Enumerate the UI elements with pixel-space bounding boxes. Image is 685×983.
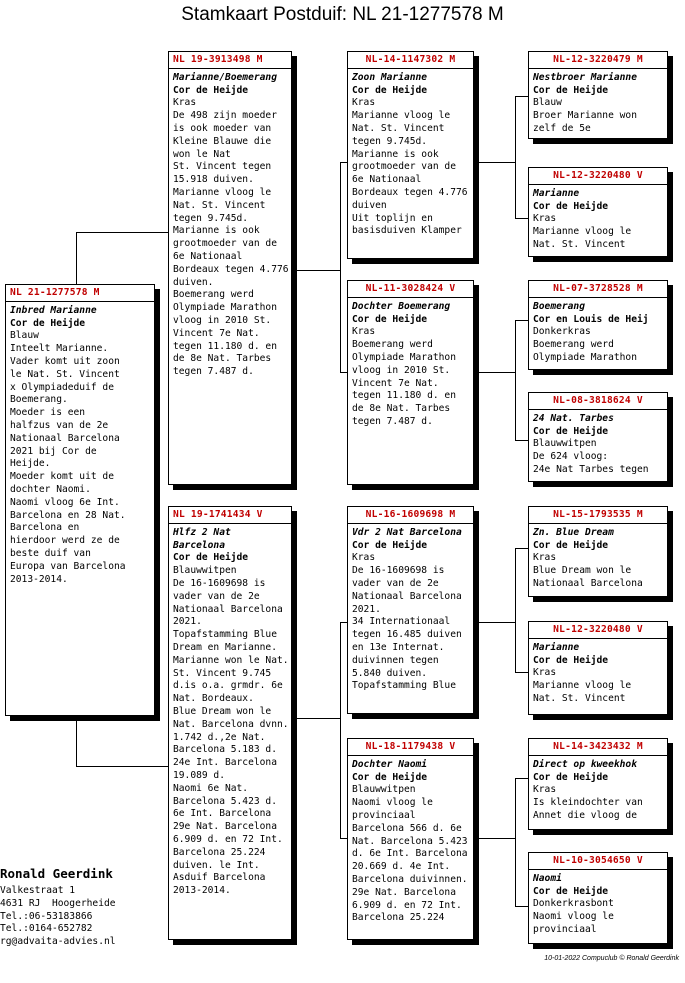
breeder: Cor de Heijde [352,84,428,96]
ring-number: NL-10-3054650 V [529,855,667,870]
note-line: Marianne won le Nat. [173,654,289,666]
note-line: Kras [533,552,557,564]
connector [515,218,528,219]
note-line: Broer Marianne won [533,110,637,122]
breeder: Cor de Heijde [173,84,249,96]
ring-number: NL 19-1741434 V [169,509,291,524]
note-line: le Nat. St. Vincent [10,368,120,380]
note-line: Boemerang. [10,394,68,406]
ring-number: NL-14-3423432 M [529,741,667,756]
note-line: beste duif van [10,547,91,559]
email-line: rg@advaita-advies.nl [0,936,116,948]
pigeon-card-great-grandparent [528,621,668,715]
note-line: Dream en Marianne. [173,641,277,653]
pigeon-card-great-grandparent [528,738,668,830]
note-line: Marianne vloog le [173,186,272,198]
note-line: St. Vincent tegen [173,161,272,173]
note-line: vader van de 2e [352,577,439,589]
notes [533,326,663,364]
note-line: Moeder komt uit de [10,471,114,483]
note-line: dochter Naomi. [10,483,91,495]
owner-name: Ronald Geerdink [0,866,113,881]
note-line: 2013-2014. [10,573,68,585]
note-line: Nat. St. Vincent [533,238,626,250]
note-line: Nationaal Barcelona [173,603,283,615]
connector [340,162,341,372]
note-line: Moeder is een [10,407,86,419]
note-line: 5.840 duiven. [352,667,428,679]
note-line: Inteelt Marianne. [10,343,109,355]
notes [533,898,663,936]
note-line: 29e Nat. Barcelona [173,821,277,833]
note-line: 19.089 d. [173,769,225,781]
note-line: 6e Nationaal [173,250,243,262]
note-line: x Olympiadeduif de [10,381,114,393]
note-line: provinciaal [533,923,597,935]
note-line: provinciaal [352,809,416,821]
note-line: Marianne is ook [173,225,260,237]
note-line: Donkerkrasbont [533,898,614,910]
pigeon-card-great-grandparent [528,852,668,944]
note-line: Vincent 7e Nat. [173,327,260,339]
pigeon-name: Nestbroer Marianne [533,71,637,83]
pigeon-card-grandparent [347,51,474,259]
note-line: Kras [533,784,557,796]
connector [515,548,528,549]
ring-number: NL 21-1277578 M [6,287,154,302]
note-line: Barcelona 5.183 d. [173,744,277,756]
notes [352,784,469,925]
note-line: grootmoeder van de [352,161,456,173]
note-line: Barcelona en [10,522,80,534]
breeder: Cor de Heijde [533,200,609,212]
note-line: zelf de 5e [533,122,591,134]
breeder: Cor de Heijde [533,885,609,897]
breeder: Cor de Heijde [533,539,609,551]
note-line: grootmoeder van de [173,238,277,250]
notes [533,213,663,251]
note-line: Boemerang werd [352,339,433,351]
pigeon-name: Direct op kweekhok [533,758,637,770]
connector [515,320,528,321]
note-line: Blauw [533,97,562,109]
note-line: Barcelona 5.423 d. [173,795,277,807]
pigeon-name: Dochter Boemerang [352,300,451,312]
note-line: Nationaal Barcelona [533,577,643,589]
pigeon-name: Boemerang [533,300,585,312]
note-line: Blauwwitpen [533,438,597,450]
note-line: Vincent 7e Nat. [352,377,439,389]
footer-stamp: 10-01-2022 Compuclub © Ronald Geerdink [544,955,679,962]
connector [475,162,515,163]
ring-number: NL-07-3728528 M [529,283,667,298]
note-line: 2021. [352,603,381,615]
note-line: Barcelona 25.224 [173,846,266,858]
pigeon-name: Marianne/Boemerang [173,71,277,83]
note-line: 6.909 d. en 72 Int. [352,899,462,911]
note-line: Blauwwitpen [173,565,237,577]
note-line: en 13e Internat. [352,641,445,653]
pigeon-name: Zoon Marianne [352,71,428,83]
phone-line: Tel.:0164-652782 [0,923,93,935]
breeder: Cor en Louis de Heij [533,313,649,325]
note-line: Nat. Barcelona 5.423 [352,835,468,847]
ring-number: NL-12-3220479 M [529,54,667,69]
page-title: Stamkaart Postduif: NL 21-1277578 M [181,4,504,25]
note-line: vader van de 2e [173,590,260,602]
notes [533,667,663,705]
note-line: 20.669 d. 4e Int. [352,861,451,873]
postcode-line: 4631 RJ Hoogerheide [0,897,116,909]
note-line: Bordeaux tegen 4.776 [173,263,289,275]
notes [352,552,469,693]
note-line: Nat. Bordeaux. [173,693,254,705]
note-line: Olympiade Marathon [352,351,456,363]
note-line: duivinnen tegen [352,654,439,666]
note-line: Olympiade Marathon [173,302,277,314]
note-line: tegen 9.745d. [352,135,428,147]
pigeon-name: 24 Nat. Tarbes [533,412,614,424]
note-line: Nationaal Barcelona [10,432,120,444]
note-line: Barcelona 566 d. 6e [352,822,462,834]
note-line: Nat. St. Vincent [352,122,445,134]
note-line: duiven. [173,276,214,288]
note-line: 2021. [173,616,202,628]
breeder: Cor de Heijde [173,552,249,564]
notes [352,97,469,238]
note-line: 29e Nat. Barcelona [352,886,456,898]
note-line: de 8e Nat. Tarbes [173,353,272,365]
note-line: basisduiven Klamper [352,225,462,237]
note-line: 24e Nat Tarbes tegen [533,463,649,475]
breeder: Cor de Heijde [352,539,428,551]
connector [515,96,528,97]
note-line: Donkerkras [533,326,591,338]
note-line: 6e Nationaal [352,174,422,186]
pigeon-name: Zn. Blue Dream [533,526,614,538]
note-line: 34 Internationaal [352,616,451,628]
ring-number: NL-11-3028424 V [348,283,473,298]
pigeon-name: Vdr 2 Nat Barcelona [352,526,462,538]
note-line: d.is o.a. grmdr. 6e [173,680,283,692]
connector [76,232,77,284]
connector [515,548,516,672]
note-line: Is kleindochter van [533,797,643,809]
connector [76,232,169,233]
notes [173,565,287,898]
note-line: Kras [173,97,197,109]
owner-contact [0,885,116,949]
connector [515,320,516,440]
connector [76,718,77,766]
connector [475,622,515,623]
note-line: duiven [352,199,387,211]
notes [10,330,150,586]
ring-number: NL-14-1147302 M [348,54,473,69]
note-line: Uit toplijn en [352,212,433,224]
pigeon-card-great-grandparent [528,506,668,597]
note-line: hierdoor werd ze de [10,535,120,547]
breeder: Cor de Heijde [533,425,609,437]
note-line: Naomi vloog 6e Int. [10,496,120,508]
notes [533,552,663,590]
note-line: 6e Int. Barcelona [173,808,272,820]
note-line: Topafstamming Blue [352,680,456,692]
connector [475,372,515,373]
note-line: is ook moeder van [173,122,272,134]
note-line: vloog in 2010 St. [173,314,272,326]
note-line: d. 6e Int. Barcelona [352,848,468,860]
connector [340,622,341,838]
note-line: De 624 vloog: [533,451,609,463]
note-line: Kras [352,552,376,564]
note-line: Blue Dream won le [533,565,632,577]
note-line: 2021 bij Cor de [10,445,97,457]
connector [515,906,528,907]
note-line: De 16-1609698 is [352,565,445,577]
pigeon-name: Naomi [533,872,562,884]
note-line: Kleine Blauwe die [173,135,272,147]
note-line: De 16-1609698 is [173,577,266,589]
note-line: Topafstamming Blue [173,629,277,641]
note-line: Europa van Barcelona [10,560,126,572]
note-line: Naomi vloog le [352,797,433,809]
connector [515,778,516,906]
pigeon-name: Inbred Marianne [10,304,97,316]
note-line: tegen 7.487 d. [352,415,433,427]
ring-number: NL-12-3220480 V [529,624,667,639]
pigeon-card-grandparent [347,280,474,485]
ring-number: NL 19-3913498 M [169,54,291,69]
note-line: Marianne vloog le [352,110,451,122]
note-line: Olympiade Marathon [533,351,637,363]
note-line: Blauw [10,330,39,342]
note-line: Kras [352,326,376,338]
note-line: Asduif Barcelona [173,872,266,884]
connector [515,440,528,441]
note-line: Marianne is ook [352,148,439,160]
connector [515,672,528,673]
note-line: won le Nat [173,148,231,160]
pigeon-card-great-grandparent [528,280,668,370]
note-line: tegen 7.487 d. [173,366,254,378]
note-line: Kras [533,667,557,679]
connector [293,270,340,271]
note-line: Marianne vloog le [533,226,632,238]
ring-number: NL-12-3220480 V [529,170,667,185]
note-line: Boemerang werd [173,289,254,301]
breeder: Cor de Heijde [352,771,428,783]
note-line: Nationaal Barcelona [352,590,462,602]
pigeon-card-father [168,51,292,485]
notes [533,784,663,822]
pigeon-card-mother [168,506,292,940]
note-line: tegen 11.180 d. en [352,390,456,402]
notes [533,438,663,476]
pigeon-name: Hlfz 2 Nat Barcelona [173,526,231,551]
notes [173,97,287,379]
note-line: Marianne vloog le [533,680,632,692]
phone-line: Tel.:06-53183866 [0,910,93,922]
pigeon-name: Marianne [533,641,580,653]
note-line: Nat. Barcelona dvnn. [173,718,289,730]
note-line: Bordeaux tegen 4.776 [352,186,468,198]
note-line: Kras [533,213,557,225]
connector [515,778,528,779]
note-line: Boemerang werd [533,339,614,351]
address-line: Valkestraat 1 [0,885,76,896]
breeder: Cor de Heijde [533,654,609,666]
note-line: tegen 11.180 d. en [173,340,277,352]
note-line: duiven. le Int. [173,859,260,871]
note-line: 24e Int. Barcelona [173,757,277,769]
pigeon-card-great-grandparent [528,167,668,257]
note-line: Vader komt uit zoon [10,355,120,367]
note-line: Barcelona duivinnen. [352,873,468,885]
note-line: Naomi 6e Nat. [173,782,249,794]
note-line: St. Vincent 9.745 [173,667,272,679]
ring-number: NL-18-1179438 V [348,741,473,756]
note-line: Annet die vloog de [533,809,637,821]
note-line: Nat. St. Vincent [533,692,626,704]
note-line: de 8e Nat. Tarbes [352,403,451,415]
pigeon-card-subject [5,284,155,716]
connector [515,96,516,218]
note-line: 15.918 duiven. [173,174,254,186]
ring-number: NL-08-3818624 V [529,395,667,410]
ring-number: NL-15-1793535 M [529,509,667,524]
note-line: 6.909 d. en 72 Int. [173,833,283,845]
note-line: Heijde. [10,458,51,470]
note-line: Blue Dream won le [173,705,272,717]
note-line: Barcelona 25.224 [352,912,445,924]
note-line: 2013-2014. [173,885,231,897]
note-line: De 498 zijn moeder [173,110,277,122]
breeder: Cor de Heijde [352,313,428,325]
note-line: Barcelona en 28 Nat. [10,509,126,521]
note-line: Blauwwitpen [352,784,416,796]
connector [76,766,169,767]
note-line: tegen 16.485 duiven [352,629,462,641]
note-line: halfzus van de 2e [10,419,109,431]
notes [533,97,663,135]
note-line: Nat. St. Vincent [173,199,266,211]
pigeon-name: Marianne [533,187,580,199]
connector [475,838,515,839]
pigeon-name: Dochter Naomi [352,758,428,770]
breeder: Cor de Heijde [10,317,86,329]
note-line: Naomi vloog le [533,911,614,923]
pigeon-card-grandparent [347,506,474,714]
note-line: Kras [352,97,376,109]
ring-number: NL-16-1609698 M [348,509,473,524]
breeder: Cor de Heijde [533,771,609,783]
pigeon-card-grandparent [347,738,474,940]
pigeon-card-great-grandparent [528,51,668,139]
notes [352,326,469,428]
note-line: vloog in 2010 St. [352,364,451,376]
note-line: 1.742 d.,2e Nat. [173,731,266,743]
note-line: tegen 9.745d. [173,212,249,224]
pigeon-card-great-grandparent [528,392,668,482]
connector [293,718,340,719]
breeder: Cor de Heijde [533,84,609,96]
